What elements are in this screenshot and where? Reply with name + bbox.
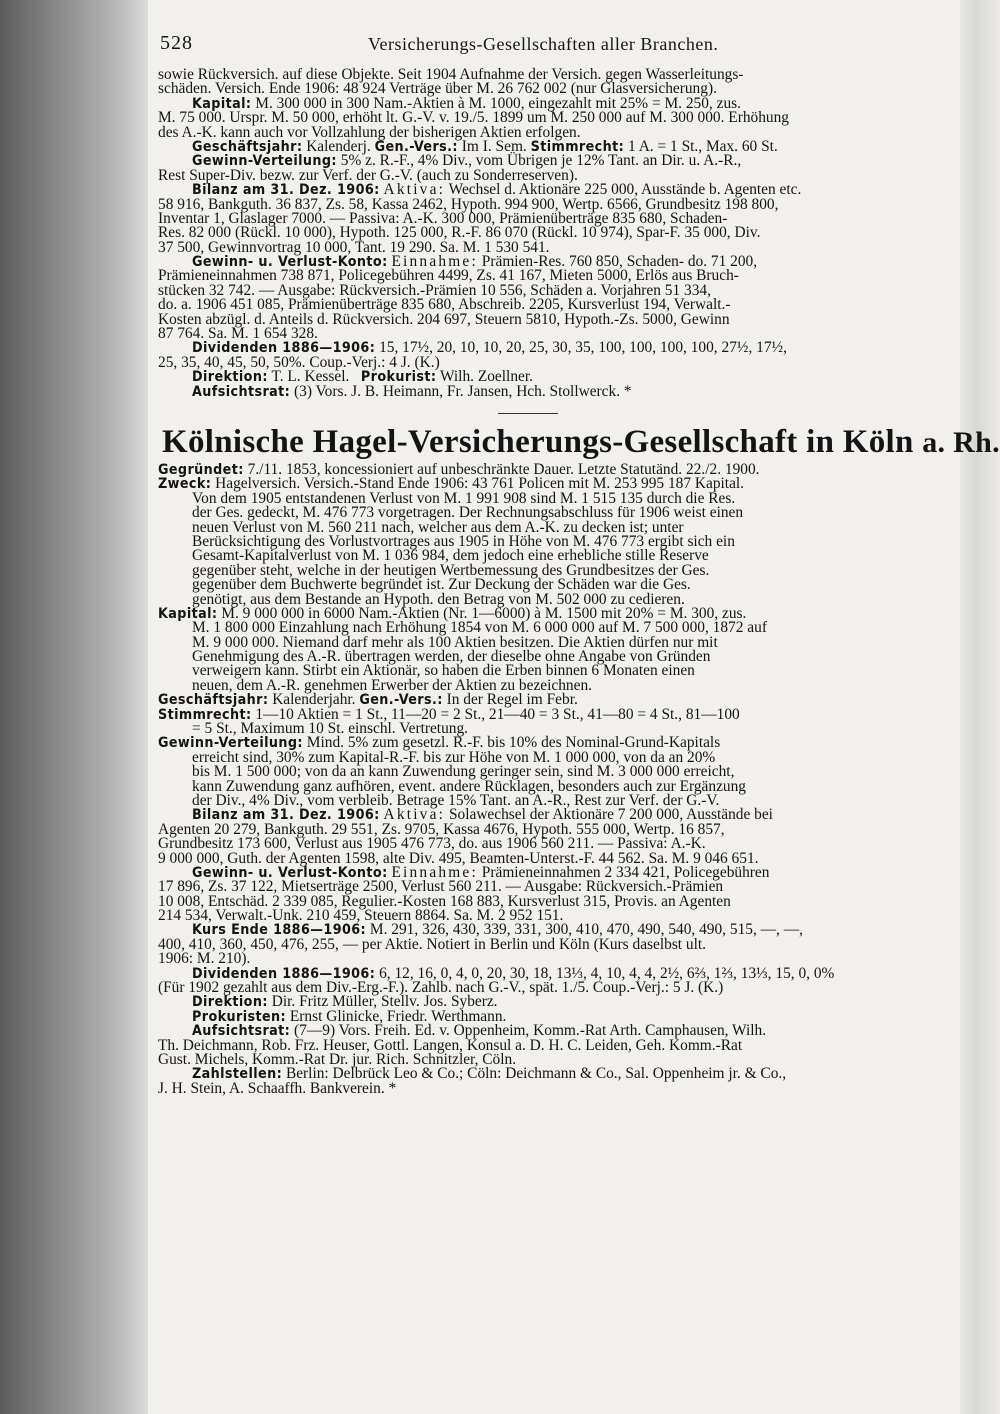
zweck [158,477,958,607]
text-line: 1906: M. 210). [158,950,251,968]
field-text: (3) Vors. J. B. Heimann, Fr. Jansen, Hch. Stollwerck. * [294,382,632,400]
prev-gewinn-verlust [158,255,958,341]
text-line [158,995,958,1009]
field-subheading: Aktiva: [383,181,446,199]
field-text: Mind. 5% zum gesetzl. R.-F. bis 10% des Nominal-Grund-Kapitals [306,734,721,752]
text-line: = 5 St., Maximum 10 St. einschl. Vertretung. [192,720,469,738]
text-line: sowie Rückversich. auf diese Objekte. Seit 1904 Aufnahme der Versich. gegen Wasserleitungs- [158,66,744,83]
text-line: genötigt, aus dem Bestande an Hypoth. den Betrag von M. 502 000 zu cedieren. [192,590,685,608]
field-text: (7—9) Vors. Freih. Ed. v. Oppenheim, Komm.-Rat Arth. Camphausen, Wilh. [294,1022,767,1040]
field-text: Wechsel d. Aktionäre 225 000, Ausstände b. Agenten etc. [448,181,802,199]
field-text: 1 A. = 1 St., Max. 60 St. [628,137,778,155]
field-text: 7./11. 1853, koncessioniert auf unbeschränkte Dauer. Letzte Statutänd. 22./2. 1900. [247,460,760,478]
field-label: Zweck: [158,476,212,493]
field-text: Solawechsel der Aktionäre 7 200 000, Ausstände bei [448,806,773,824]
company-title [162,423,1000,461]
zahlstellen [158,1067,958,1096]
text-line: der Ges. gedeckt, M. 476 773 vorgetragen. Der Rechnungsabschluss für 1906 weist einen [192,504,744,522]
field-label: Bilanz am 31. Dez. 1906: [192,807,380,824]
book-binding-shadow [0,0,148,1414]
field-label: Prokurist: [360,369,437,386]
document-page [148,24,1000,1404]
field-label: Direktion: [192,369,268,386]
stimmrecht [158,705,958,738]
field-text: 5% z. R.-F., 4% Div., vom Übrigen je 12% Tant. an Dir. u. A.-R., [340,152,742,170]
text-line: Inventar 1, Glaslager 7000. — Passiva: A.-K. 300 000, Prämienüberträge 835 680, Schaden- [158,209,728,227]
field-text: 6, 12, 16, 0, 4, 0, 20, 30, 18, 13⅓, 4, 10, 4, 4, 2½, 6⅔, 1⅔, 13⅓, 15, 0, 0% [379,964,835,982]
text-line: Agenten 20 279, Bankguth. 29 551, Zs. 9705, Kassa 4676, Hypoth. 555 000, Wertp. 16 857, [158,820,725,838]
field-text: 15, 17½, 20, 10, 10, 20, 25, 30, 35, 100, 100, 100, 100, 27½, 17½, [379,339,787,357]
gewinn-verlust [158,863,958,925]
text-line: 214 534, Verwalt.-Unk. 210 459, Steuern 8864. Sa. M. 2 952 151. [158,907,564,925]
text-line: verweigern kann. Stirbt ein Aktionär, so haben die Erben binnen 6 Monaten einen [192,662,695,680]
field-text: Im I. Sem. [461,137,527,155]
text-line: gegenüber steht, welche in der heutigen Wertbemessung des Grundbesitzes der Ges. [192,561,710,579]
text-line: M. 1 800 000 Einzahlung nach Erhöhung 1854 von M. 6 000 000 auf M. 7 500 000, 1872 auf [192,619,767,637]
prev-intro [158,68,958,97]
text-line: Gust. Michels, Komm.-Rat Dr. jur. Rich. Schnitzler, Cöln. [158,1051,517,1068]
text-line: Res. 82 000 (Rückl. 10 000), Hypoth. 125 000, R.-F. 86 070 (Rückl. 10 974), Spar-F. 35 000, Div. [158,224,761,242]
field-label: Gewinn-Verteilung: [192,153,337,170]
section-divider [498,413,558,414]
field-subheading: Einnahme: [391,863,478,881]
text-line: 9 000 000, Guth. der Agenten 1598, alte Div. 495, Beamten-Unterst.-F. 44 562. Sa. M. 9 046 651. [158,849,759,867]
field-text: M. 9 000 000 in 6000 Nam.-Aktien (Nr. 1—6000) à M. 1500 mit 20% = M. 300, zus. [221,604,747,622]
field-label: Zahlstellen: [192,1066,283,1083]
prev-dividenden [158,341,958,370]
text-line: neuen Verlust von M. 560 211 nach, welcher aus dem A.-K. zu decken ist; unter [192,518,684,536]
field-subheading: Einnahme: [391,253,478,271]
field-text: Prämieneinnahmen 2 334 421, Policegebühren [481,863,770,881]
field-text: M. 300 000 in 300 Nam.-Aktien à M. 1000, eingezahlt mit 25% = M. 250, zus. [255,94,741,112]
running-title: Versicherungs-Gesellschaften aller Branchen. [368,34,719,54]
field-subheading: Aktiva: [383,806,446,824]
field-label: Dividenden 1886—1906: [192,340,376,357]
field-label: Stimmrecht: [158,706,252,723]
field-text: Kalenderjahr. [272,691,356,709]
field-label: Dividenden 1886—1906: [192,965,376,982]
field-label: Direktion: [192,994,268,1011]
field-label: Gen.-Vers.: [374,138,458,155]
field-text: Kalenderj. [306,137,371,155]
field-label: Kapital: [158,605,218,622]
field-text: Wilh. Zoellner. [439,368,533,386]
bilanz [158,808,958,866]
field-label: Gewinn-Verteilung: [158,735,303,752]
text-line: M. 75 000. Urspr. M. 50 000, erhöht lt. G.-V. v. 19./5. 1899 um M. 250 000 auf M. 300 000. Erhöhung [158,109,789,127]
field-text: T. L. Kessel. [271,368,350,386]
text-line: Von dem 1905 entstandenen Verlust von M. 1 991 908 sind M. 1 515 135 durch die Res. [192,489,736,507]
field-label: Gewinn- u. Verlust-Konto: [192,254,388,271]
field-text: In der Regel im Febr. [446,691,578,709]
text-line: des A.-K. kann auch vor Vollzahlung der bisherigen Aktien erfolgen. [158,123,581,141]
field-label: Prokuristen: [192,1008,287,1025]
aufsichtsrat [158,1024,958,1067]
text-line: Grundbesitz 173 600, Verlust aus 1905 476 773, do. aus 1906 560 211. — Passiva: A.-K. [158,835,706,853]
direktion [158,995,958,1009]
page-body [148,66,1000,1097]
prev-bilanz [158,183,958,255]
text-line: Th. Deichmann, Rob. Frz. Heuser, Gottl. Langen, Konsul a. D. H. C. Leiden, Geh. Komm.-Rat [158,1036,743,1054]
text-line: stücken 32 742. — Ausgabe: Rückversich.-Prämien 10 556, Schäden a. Vorjahren 51 334, [158,281,711,299]
page-header [148,24,958,68]
field-text: Dir. Fritz Müller, Stellv. Jos. Syberz. [271,993,498,1011]
text-line: Kosten abzügl. d. Anteils d. Rückversich. 204 697, Steuern 5810, Hypoth.-Zs. 5000, Gewinn [158,310,730,328]
text-line: Genehmigung des A.-R. übertragen werden, der dieselbe ohne Angabe von Gründen [192,648,711,666]
text-line: 10 008, Entschäd. 2 339 085, Regulier.-Kosten 168 883, Kursverlust 315, Provis. an Agenten [158,892,731,910]
dividenden [158,964,958,997]
field-label: Geschäftsjahr: [192,138,303,155]
text-line: 87 764. Sa. M. 1 654 328. [158,325,318,343]
text-line: kann Zuwendung ganz aufhören, event. andere Rücklagen, besonders auch zur Ergänzung [192,777,746,795]
field-label: Geschäftsjahr: [158,692,269,709]
field-text: 1—10 Aktien = 1 St., 11—20 = 2 St., 21—40 = 3 St., 41—80 = 4 St., 81—100 [255,705,740,723]
text-line: Rest Super-Div. bezw. zur Verf. der G.-V. (auch zu Sonderreserven). [158,166,578,184]
field-label: Gegründet: [158,461,244,478]
field-label: Kapital: [192,95,252,112]
page-number: 528 [160,32,193,54]
gewinn-verteilung [158,736,958,808]
field-label: Aufsichtsrat: [192,383,291,400]
field-text: Berlin: Delbrück Leo & Co.; Cöln: Deichmann & Co., Sal. Oppenheim jr. & Co., [285,1065,787,1083]
field-label: Aufsichtsrat: [192,1023,291,1040]
field-text: M. 291, 326, 430, 339, 331, 300, 410, 470, 490, 540, 490, 515, —, —, [369,921,803,939]
field-label: Bilanz am 31. Dez. 1906: [192,182,380,199]
text-line: Gesamt-Kapitalverlust von M. 1 036 984, dem jedoch eine erhebliche stille Reserve [192,547,709,565]
page-edge [960,0,1000,1414]
text-line: M. 9 000 000. Niemand darf mehr als 100 Aktien besitzen. Die Aktien dürfen nur mit [192,633,718,651]
kurs [158,923,958,966]
field-label: Gewinn- u. Verlust-Konto: [192,864,388,881]
text-line: 17 896, Zs. 37 122, Mietserträge 2500, Verlust 560 211. — Ausgabe: Rückversich.-Prämien [158,878,724,896]
text-line: erreicht sind, 30% zum Kapital-R.-F. bis zur Höhe von M. 1 000 000, von da an 20% [192,748,716,766]
field-text: Ernst Glinicke, Friedr. Werthmann. [289,1007,507,1025]
field-text: Prämien-Res. 760 850, Schaden- do. 71 200, [481,253,758,271]
prev-aufsichtsrat [158,382,958,400]
field-label: Gen.-Vers.: [359,692,443,709]
company-title-main: Kölnische Hagel-Versicherungs-Gesellschaft in Köln [162,423,914,460]
text-line: (Für 1902 gezahlt aus dem Div.-Erg.-F.). Zahlb. nach G.-V., spät. 1./5. Coup.-Verj.: 5 J. (K.) [158,979,724,997]
text-line: J. H. Stein, A. Schaaffh. Bankverein. * [158,1079,397,1097]
field-text: Hagelversich. Versich.-Stand Ende 1906: 43 761 Policen mit M. 253 995 187 Kapital. [215,475,745,493]
text-line: bis M. 1 500 000; von da an kann Zuwendung geringer sein, sind M. 3 000 000 erreicht, [192,763,735,781]
text-line: Prämieneinnahmen 738 871, Policegebühren 4499, Zs. 41 167, Mieten 5000, Erlös aus Bruch- [158,267,739,285]
text-line: 25, 35, 40, 45, 50, 50%. Coup.-Verj.: 4 J. (K.) [158,353,440,371]
text-line: neuen, dem A.-R. genehmen Erwerber der Aktien zu bezeichnen. [192,676,592,694]
field-label: Kurs Ende 1886—1906: [192,922,367,939]
prev-gewinn-verteilung [158,154,958,183]
text-line: Berücksichtigung des Vorlustvortrages aus 1905 in Höhe von M. 476 773 ergibt sich ein [192,532,735,550]
kapital [158,604,958,694]
prev-kapital [158,94,958,141]
text-line: do. a. 1906 451 085, Prämienüberträge 835 680, Abschreib. 2205, Kursverlust 194, Verwalt.- [158,296,731,314]
field-label: Stimmrecht: [530,138,625,155]
text-line: 58 916, Bankguth. 36 837, Zs. 58, Kassa 2462, Hypoth. 994 900, Wertp. 6566, Grundbesitz 198 800, [158,195,779,213]
text-line: schäden. Versich. Ende 1906: 48 924 Verträge über M. 26 762 002 (nur Glasversicherung). [158,80,717,98]
text-line: 37 500, Gewinnvortrag 10 000, Tant. 19 290. Sa. M. 1 530 541. [158,238,550,256]
text-line: gegenüber dem Buchwerte begründet ist. Zur Deckung der Schäden war die Ges. [192,576,691,594]
company-title-suffix: a. Rh. [922,425,1000,459]
text-line [158,382,958,400]
text-line: der Div., 4% Div., vom verbleib. Betrage 15% Tant. an A.-R., Rest zur Verf. der G.-V. [192,791,720,809]
text-line: 400, 410, 360, 450, 476, 255, — per Aktie. Notiert in Berlin und Köln (Kurs daselbst ult. [158,935,707,953]
